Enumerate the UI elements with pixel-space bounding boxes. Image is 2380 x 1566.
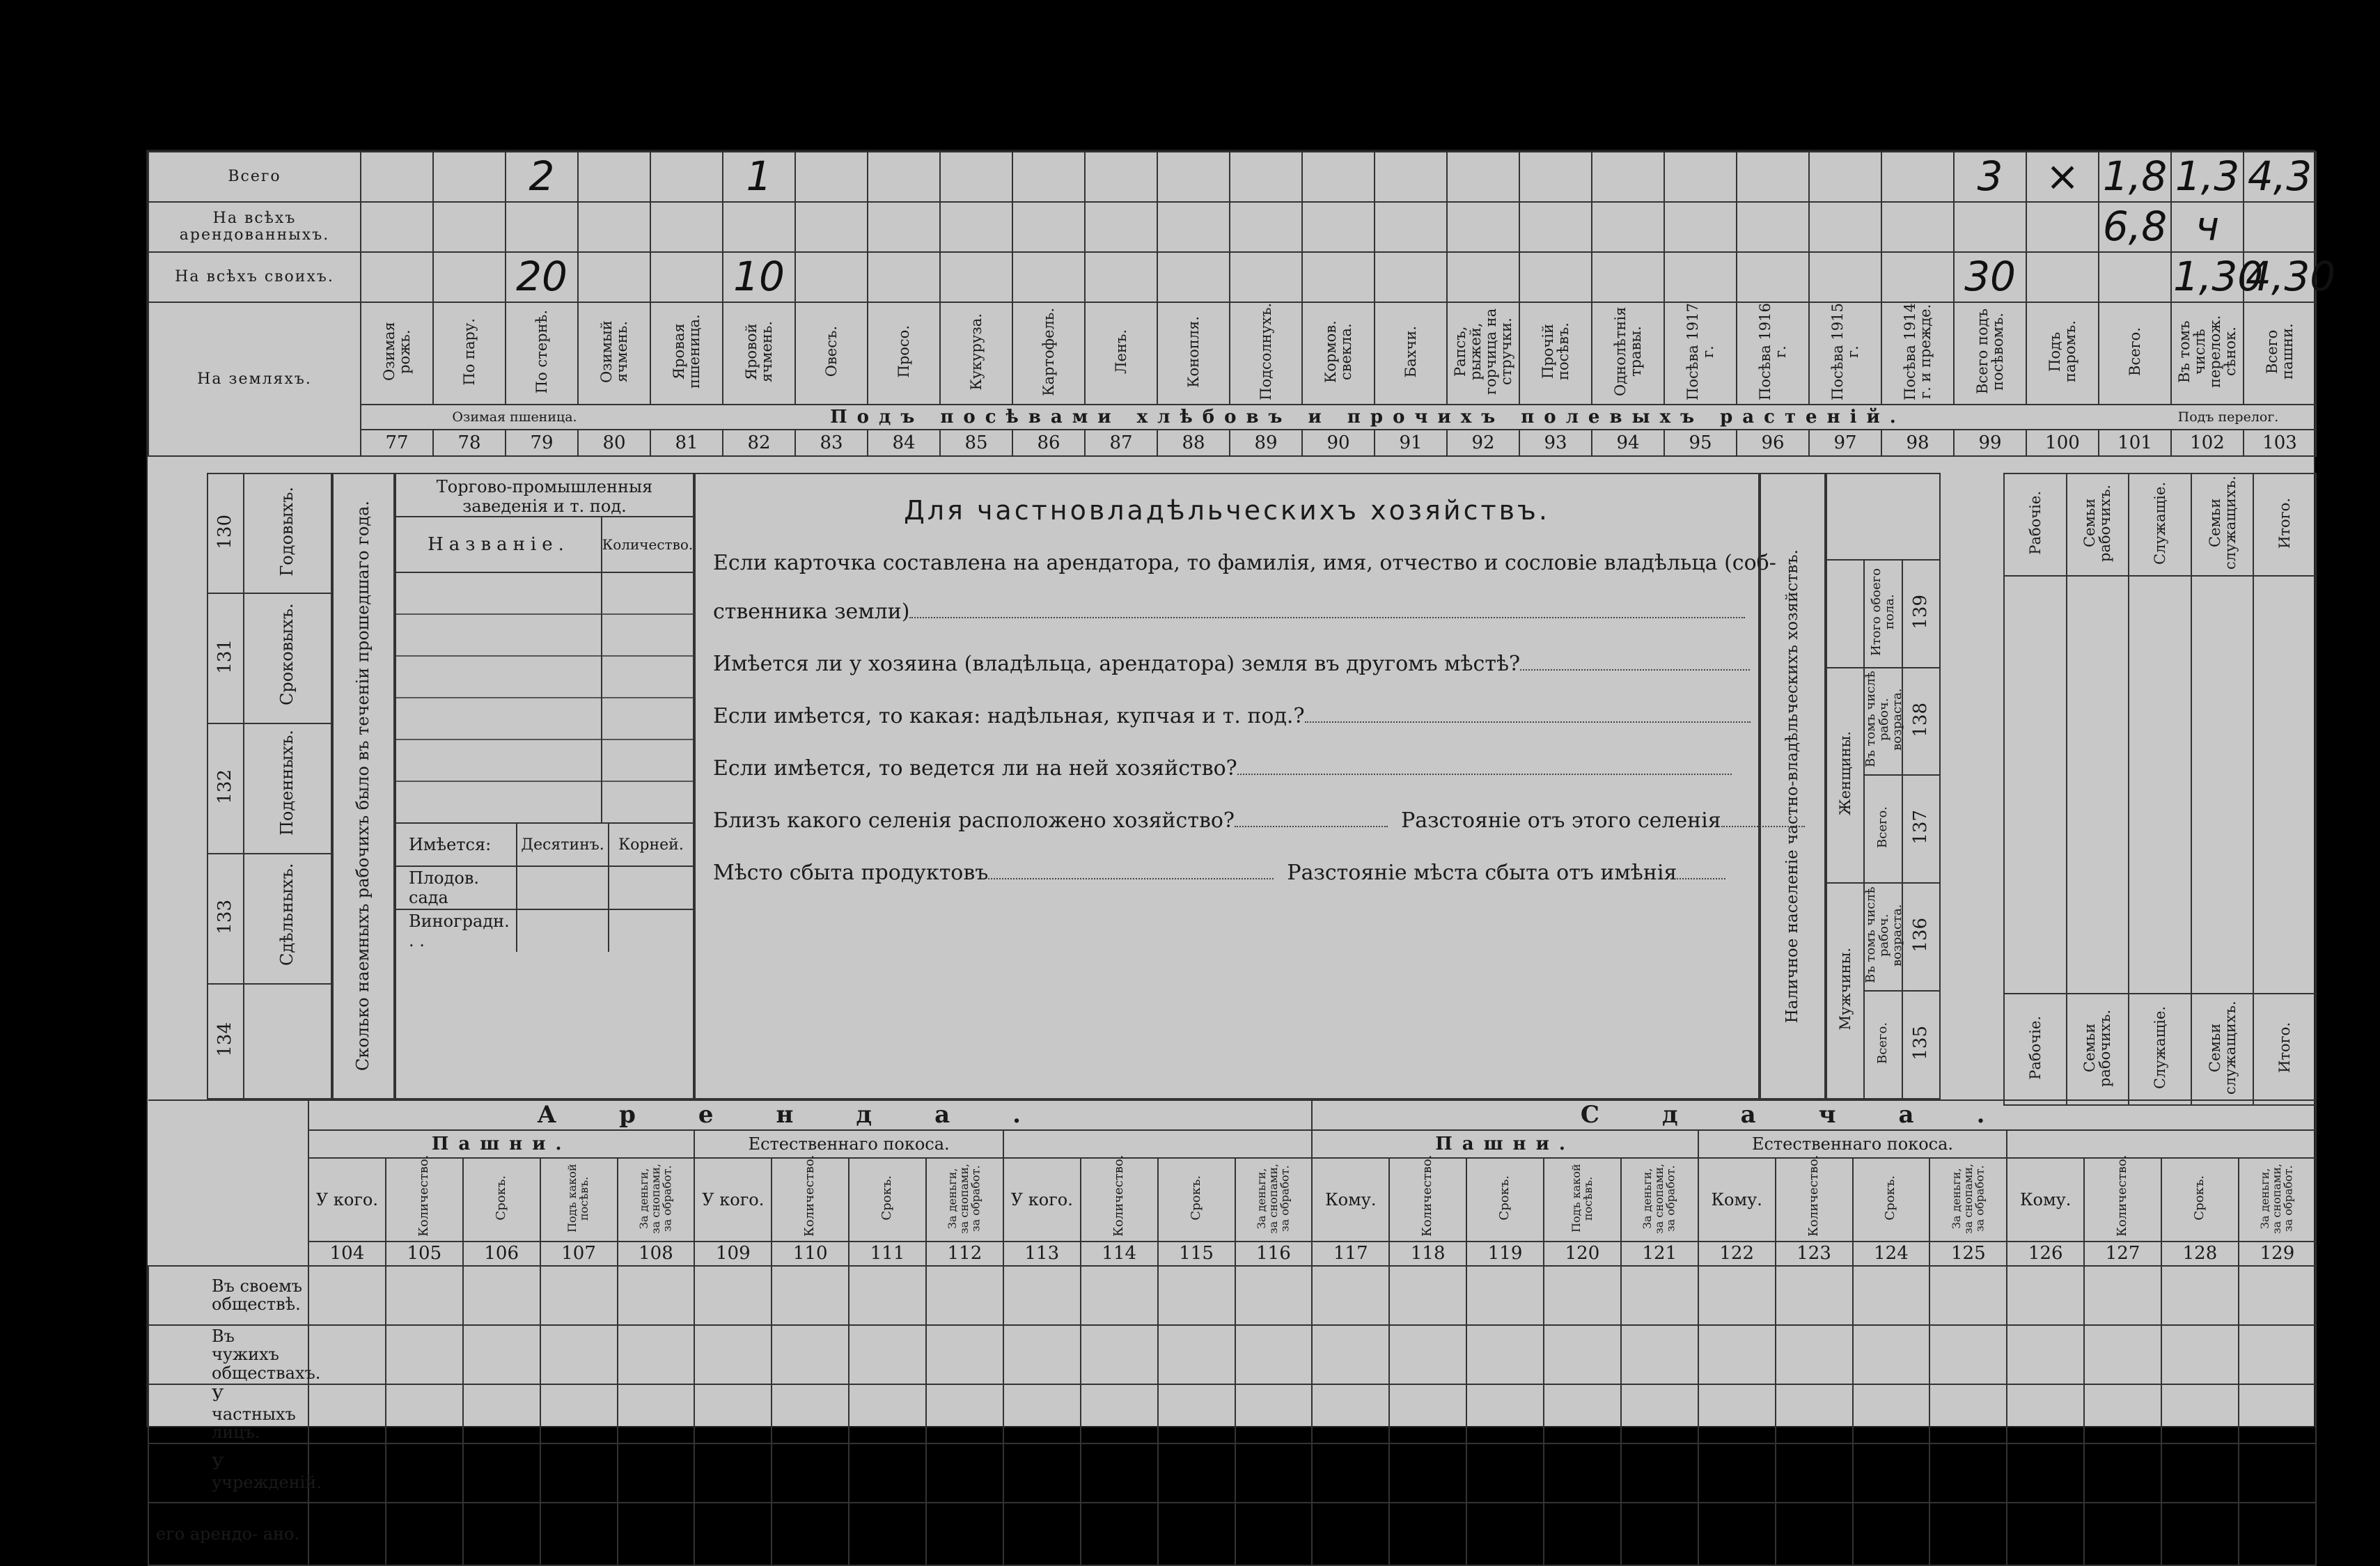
- column-number: 90: [1302, 430, 1375, 456]
- rent-col-header: Срокъ.: [1158, 1158, 1235, 1242]
- rent-row: [148, 1384, 2316, 1443]
- hired-workers-title: Сколько наемныхъ рабочихъ было въ теченіи прошедшаго года.: [332, 473, 395, 1099]
- rent-col-number: 122: [1698, 1242, 1776, 1266]
- handwritten-value: 4,3: [2244, 152, 2316, 202]
- column-header: По пару.: [433, 302, 506, 405]
- rent-section: [148, 1099, 2317, 1566]
- column-header: Озимый ячмень.: [578, 302, 650, 405]
- population-col: Всего.: [1864, 775, 1902, 883]
- rent-col-header: Срокъ.: [849, 1158, 926, 1242]
- hired-number: 130: [208, 473, 244, 593]
- rent-col-number: 119: [1466, 1242, 1544, 1266]
- population-col: Итого обоего пола.: [1864, 560, 1902, 668]
- column-number: 102: [2171, 430, 2244, 456]
- rent-col-header: Количество.: [1776, 1158, 1853, 1242]
- staff-footer: Служащіе.: [2129, 994, 2191, 1105]
- row-label: На земляхъ.: [148, 302, 361, 456]
- sdacha-header: Сдача.: [1312, 1100, 2316, 1130]
- rent-col-number: 120: [1544, 1242, 1621, 1266]
- column-header: Яровой ячмень.: [723, 302, 795, 405]
- orchard-label: Плодов. сада: [396, 867, 517, 909]
- rent-col-header: За деньги, за снопами, за обработ.: [1621, 1158, 1698, 1242]
- rent-col-number: 115: [1158, 1242, 1235, 1266]
- column-number: 97: [1809, 430, 1881, 456]
- rent-col-number: 113: [1003, 1242, 1081, 1266]
- rent-col-number: 125: [1929, 1242, 2007, 1266]
- rent-row-label: У частныхъ лицъ.: [148, 1384, 308, 1443]
- column-number: 101: [2099, 430, 2171, 456]
- rent-col-header: Подъ какой посѣвъ.: [540, 1158, 618, 1242]
- handwritten-value: 1,8: [2099, 152, 2171, 202]
- handwritten-value: 2: [506, 152, 578, 202]
- rent-table: [148, 1099, 2317, 1566]
- column-header: Овесъ.: [795, 302, 868, 405]
- staff-table: [2003, 473, 2317, 1106]
- column-number: 78: [433, 430, 506, 456]
- crops-row: [148, 252, 2316, 302]
- rent-col-number: 124: [1853, 1242, 1930, 1266]
- rent-col-header: Срокъ.: [1466, 1158, 1544, 1242]
- handwritten-value: 3: [1954, 152, 2026, 202]
- population-number: 135: [1902, 991, 1940, 1099]
- column-header: Кормов. свекла.: [1302, 302, 1375, 405]
- rent-col-number: 109: [694, 1242, 772, 1266]
- rent-col-number: 121: [1621, 1242, 1698, 1266]
- rent-col-number: 106: [463, 1242, 540, 1266]
- rent-col-number: 114: [1081, 1242, 1158, 1266]
- question-village: Близъ какого селенія расположено хозяйство? Разстояніе отъ этого селенія: [713, 808, 1805, 833]
- hired-type: Сроковыхъ.: [244, 593, 331, 723]
- rent-col-header: За деньги, за снопами, за обработ.: [926, 1158, 1003, 1242]
- question-farming: Если имѣется, то ведется ли на ней хозяйство?: [713, 756, 1732, 781]
- column-number: 88: [1157, 430, 1230, 456]
- column-number: 80: [578, 430, 650, 456]
- rent-col-header: Количество.: [772, 1158, 849, 1242]
- rent-col-number: 123: [1776, 1242, 1853, 1266]
- sdacha-pashni: Пашни.: [1312, 1130, 1698, 1158]
- group-ozimaya: Озимая пшеница.: [452, 409, 577, 425]
- rent-col-header: Подъ какой посѣвъ.: [1544, 1158, 1621, 1242]
- group-perelog: Подъ перелог.: [2177, 409, 2279, 425]
- rent-col-header: Количество.: [1389, 1158, 1466, 1242]
- rent-who: У кого.: [1003, 1158, 1081, 1242]
- rent-col-number: 126: [2007, 1242, 2084, 1266]
- column-number: 79: [506, 430, 578, 456]
- arenda-pashni: Пашни.: [308, 1130, 694, 1158]
- staff-header: Служащіе.: [2129, 473, 2191, 576]
- rent-col-number: 110: [772, 1242, 849, 1266]
- rent-row: [148, 1325, 2316, 1384]
- rent-col-header: За деньги, за снопами, за обработ.: [2239, 1158, 2316, 1242]
- column-number: 93: [1519, 430, 1592, 456]
- rent-row: [148, 1503, 2316, 1565]
- middle-section: [148, 473, 2317, 1099]
- sdacha-pokos: Естественнаго покоса.: [1698, 1130, 2007, 1158]
- rent-col-header: За деньги, за снопами, за обработ.: [1929, 1158, 2007, 1242]
- column-header: Подъ паромъ.: [2026, 302, 2099, 405]
- rent-col-number: 108: [618, 1242, 695, 1266]
- rent-col-number: 127: [2084, 1242, 2161, 1266]
- column-number: 99: [1954, 430, 2026, 456]
- population-col: Всего.: [1864, 991, 1902, 1099]
- crops-row: [148, 152, 2316, 202]
- crops-band: Подъ посѣвами хлѣбовъ и прочихъ полевыхъ растеній.: [830, 407, 1906, 428]
- rent-col-header: Срокъ.: [463, 1158, 540, 1242]
- rent-col-header: Количество.: [1081, 1158, 1158, 1242]
- rent-who: Кому.: [2007, 1158, 2084, 1242]
- hired-workers-table: [207, 473, 332, 1099]
- trade-qty-header: Количество.: [602, 536, 694, 553]
- column-number: 92: [1447, 430, 1519, 456]
- rent-col-number: 129: [2239, 1242, 2316, 1266]
- rent-col-header: Срокъ.: [2161, 1158, 2239, 1242]
- row-label: На всѣхъ своихъ.: [148, 252, 361, 302]
- population-number: 137: [1902, 775, 1940, 883]
- population-col: Въ томъ числѣ рабоч. возраста.: [1864, 668, 1902, 776]
- row-label: На всѣхъ арендованныхъ.: [148, 202, 361, 252]
- staff-footer: Семьи рабочихъ.: [2067, 994, 2129, 1105]
- rent-row-label: Въ своемъ обществѣ.: [148, 1266, 308, 1325]
- hired-type: Годовыхъ.: [244, 473, 331, 593]
- column-header: Всего подъ посѣвомъ.: [1954, 302, 2026, 405]
- population-number: 139: [1902, 560, 1940, 668]
- trade-title: Торгово-промышленныя заведенія и т. под.: [396, 474, 693, 517]
- staff-footer: Семьи служащихъ.: [2191, 994, 2254, 1105]
- population-number: 138: [1902, 668, 1940, 776]
- private-owners-block: [694, 473, 1776, 1099]
- rent-col-number: 107: [540, 1242, 618, 1266]
- staff-footer: Рабочіе.: [2004, 994, 2067, 1105]
- handwritten-value: 1,3: [2171, 152, 2244, 202]
- column-number: 95: [1664, 430, 1737, 456]
- column-header: Посѣва 1914 г. и прежде.: [1881, 302, 1954, 405]
- trade-desyatin: Десятинъ.: [517, 824, 609, 866]
- column-header: Прочій посѣвъ.: [1519, 302, 1592, 405]
- hired-number: 134: [208, 984, 244, 1099]
- column-number: 103: [2244, 430, 2316, 456]
- column-header: Всего пашни.: [2244, 302, 2316, 405]
- rent-col-number: 128: [2161, 1242, 2239, 1266]
- column-number: 91: [1375, 430, 1447, 456]
- handwritten-value: 20: [506, 252, 578, 302]
- population-table: [1826, 473, 1941, 1099]
- rent-col-number: 118: [1389, 1242, 1466, 1266]
- question-owner-2: ственника земли): [713, 600, 1745, 624]
- column-header: Ленъ.: [1085, 302, 1157, 405]
- column-number: 77: [361, 430, 433, 456]
- column-number: 87: [1085, 430, 1157, 456]
- question-other-land: Имѣется ли у хозяина (владѣльца, арендатора) земля въ другомъ мѣстѣ?: [713, 652, 1750, 676]
- column-header: Однолѣтнія травы.: [1592, 302, 1664, 405]
- column-header: Просо.: [868, 302, 940, 405]
- rent-row-label: У учрежденій.: [148, 1443, 308, 1503]
- column-number: 86: [1012, 430, 1085, 456]
- column-number: 98: [1881, 430, 1954, 456]
- staff-header: Итого.: [2253, 473, 2316, 576]
- column-header: Картофель.: [1012, 302, 1085, 405]
- handwritten-value: ч: [2171, 202, 2244, 252]
- trade-imeetsya: Имѣется:: [396, 824, 517, 866]
- women-label: Женщины.: [1826, 668, 1864, 884]
- column-number: 89: [1230, 430, 1302, 456]
- crops-row: [148, 202, 2316, 252]
- column-number: 82: [723, 430, 795, 456]
- column-number: 84: [868, 430, 940, 456]
- column-number: 94: [1592, 430, 1664, 456]
- question-owner-1: Если карточка составлена на арендатора, то фамилія, имя, отчество и сословіе владѣльца (соб-: [713, 551, 1776, 575]
- crops-table: [148, 151, 2336, 457]
- rent-who: Кому.: [1698, 1158, 1776, 1242]
- vineyard-label: Виноградн. . .: [396, 910, 517, 952]
- handwritten-value: 4,30: [2244, 252, 2316, 302]
- rent-who: У кого.: [308, 1158, 386, 1242]
- question-land-type: Если имѣется, то какая: надѣльная, купчая и т. под.?: [713, 704, 1751, 728]
- rent-row: [148, 1443, 2316, 1503]
- column-header: Всего.: [2099, 302, 2171, 405]
- hired-type: Сдѣльныхъ.: [244, 854, 331, 984]
- column-header: Бахчи.: [1375, 302, 1447, 405]
- handwritten-value: 6,8: [2099, 202, 2171, 252]
- group-band: [361, 405, 2316, 430]
- staff-footer: Итого.: [2253, 994, 2316, 1105]
- population-number: 136: [1902, 883, 1940, 991]
- column-number: 96: [1737, 430, 1809, 456]
- hired-type: Поденныхъ.: [244, 723, 331, 854]
- column-header: Посѣва 1915 г.: [1809, 302, 1881, 405]
- arenda-header: Аренда.: [308, 1100, 1312, 1130]
- column-number: 83: [795, 430, 868, 456]
- rent-col-header: За деньги, за снопами, за обработ.: [1235, 1158, 1313, 1242]
- crops-table-section: [148, 151, 2336, 457]
- private-owners-title: Для частновладѣльческихъ хозяйствъ.: [904, 495, 1550, 526]
- arenda-pokos: Естественнаго покоса.: [694, 1130, 1003, 1158]
- hired-number: 132: [208, 723, 244, 854]
- column-header: Кукуруза.: [940, 302, 1012, 405]
- rent-col-number: 111: [849, 1242, 926, 1266]
- rent-row-label: его арендо- ано.: [148, 1503, 308, 1565]
- hired-number: 131: [208, 593, 244, 723]
- rent-row-label: Въ чужихъ обществахъ.: [148, 1325, 308, 1384]
- trade-korney: Корней.: [618, 836, 684, 854]
- trade-block: [395, 473, 694, 1099]
- rent-col-header: Срокъ.: [1853, 1158, 1930, 1242]
- staff-header: Рабочіе.: [2004, 473, 2067, 576]
- rent-col-header: Количество.: [2084, 1158, 2161, 1242]
- column-header: Яровая пшеница.: [650, 302, 723, 405]
- column-header: Подсолнухъ.: [1230, 302, 1302, 405]
- column-number: 81: [650, 430, 723, 456]
- rent-col-number: 116: [1235, 1242, 1313, 1266]
- rent-col-header: Количество.: [386, 1158, 463, 1242]
- population-col: Въ томъ числѣ рабоч. возраста.: [1864, 883, 1902, 991]
- staff-header: Семьи рабочихъ.: [2067, 473, 2129, 576]
- rent-who: У кого.: [694, 1158, 772, 1242]
- rent-col-number: 105: [386, 1242, 463, 1266]
- men-label: Мужчины.: [1826, 883, 1864, 1099]
- staff-header: Семьи служащихъ.: [2191, 473, 2254, 576]
- column-header: Конопля.: [1157, 302, 1230, 405]
- column-header: Озимая рожь.: [361, 302, 433, 405]
- column-header: Въ томъ числѣ перелож. сѣнок.: [2171, 302, 2244, 405]
- rent-row: [148, 1266, 2316, 1325]
- handwritten-value: 1: [723, 152, 795, 202]
- hired-type: [244, 984, 331, 1099]
- column-header: Посѣва 1916 г.: [1737, 302, 1809, 405]
- trade-name-header: Названіе.: [396, 517, 602, 572]
- column-header: Посѣва 1917 г.: [1664, 302, 1737, 405]
- handwritten-value: 30: [1954, 252, 2026, 302]
- handwritten-value: 10: [723, 252, 795, 302]
- handwritten-value: ×: [2026, 152, 2099, 202]
- handwritten-value: 1,30: [2171, 252, 2244, 302]
- column-number: 100: [2026, 430, 2099, 456]
- question-market: Мѣсто сбыта продуктовъ Разстояніе мѣста сбыта отъ имѣнія: [713, 861, 1725, 885]
- column-header: По стернѣ.: [506, 302, 578, 405]
- rent-who: Кому.: [1312, 1158, 1389, 1242]
- census-card: [146, 150, 2336, 1544]
- rent-col-number: 117: [1312, 1242, 1389, 1266]
- rent-col-header: За деньги, за снопами, за обработ.: [618, 1158, 695, 1242]
- row-label: Всего: [148, 152, 361, 202]
- population-title: Наличное населеніе частно-владѣльческихъ хозяйствъ.: [1760, 473, 1826, 1099]
- rent-col-number: 104: [308, 1242, 386, 1266]
- column-number: 85: [940, 430, 1012, 456]
- hired-number: 133: [208, 854, 244, 984]
- rent-col-number: 112: [926, 1242, 1003, 1266]
- column-header: Рапсъ, рыжей, горчица на стручки.: [1447, 302, 1519, 405]
